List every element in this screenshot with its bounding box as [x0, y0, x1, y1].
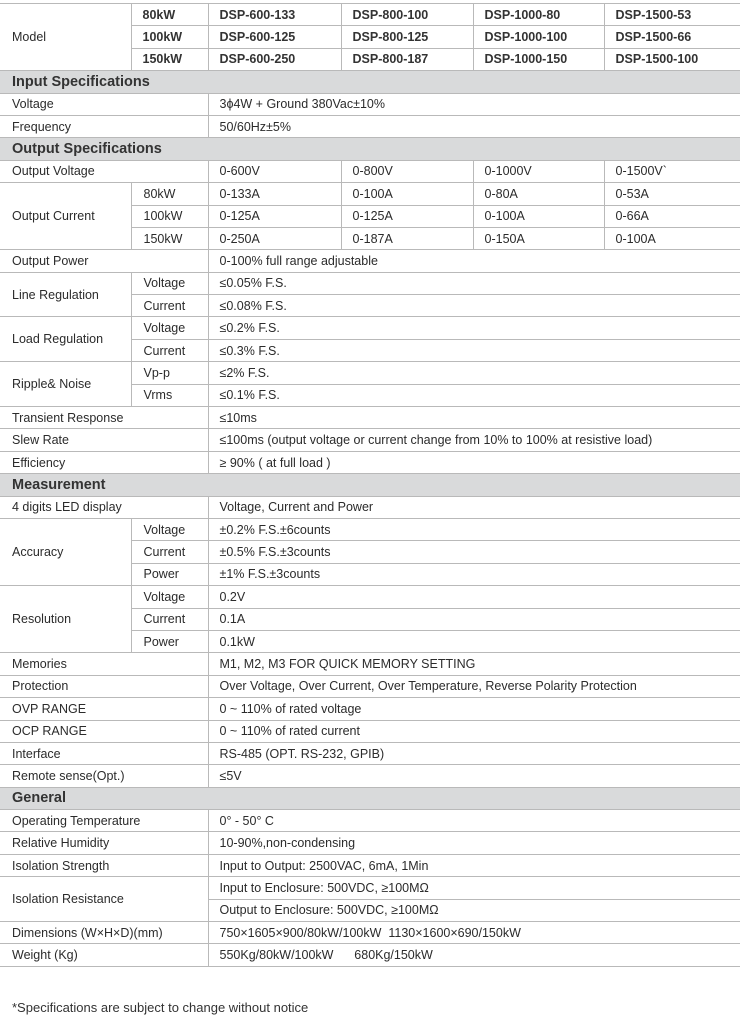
spec-value: ≥ 90% ( at full load )	[208, 451, 740, 473]
spec-value: 0-53A	[604, 183, 740, 205]
spec-value: 0-600V	[208, 160, 341, 182]
spec-value: 3ϕ4W + Ground 380Vac±10%	[208, 93, 740, 115]
spec-label: Resolution	[0, 586, 131, 653]
spec-row	[0, 160, 740, 182]
spec-value: 0-250A	[208, 227, 341, 249]
spec-value: 0-125A	[208, 205, 341, 227]
spec-value: ≤0.3% F.S.	[208, 339, 740, 361]
spec-label: Ripple& Noise	[0, 362, 131, 407]
spec-value: 0.1kW	[208, 630, 740, 652]
section-header-measurement: Measurement	[0, 474, 740, 496]
spec-value: ≤5V	[208, 765, 740, 787]
spec-sublabel: Voltage	[131, 586, 208, 608]
spec-row	[0, 429, 740, 451]
section-header-input: Input Specifications	[0, 71, 740, 93]
spec-row	[0, 765, 740, 787]
spec-label: Isolation Resistance	[0, 877, 208, 922]
model-name: DSP-1500-100	[604, 48, 740, 70]
spec-value: 0-80A	[473, 183, 604, 205]
spec-row	[0, 407, 740, 429]
spec-row	[0, 742, 740, 764]
spec-sublabel: Current	[131, 608, 208, 630]
model-name: DSP-1000-150	[473, 48, 604, 70]
spec-value: 0-100A	[473, 205, 604, 227]
spec-row	[0, 250, 740, 272]
spec-value: Over Voltage, Over Current, Over Temperature, Reverse Polarity Protection	[208, 675, 740, 697]
spec-row	[0, 832, 740, 854]
spec-value: 0.1A	[208, 608, 740, 630]
model-name: DSP-1500-66	[604, 26, 740, 48]
spec-label: Operating Temperature	[0, 810, 208, 832]
spec-row	[0, 451, 740, 473]
spec-label: Transient Response	[0, 407, 208, 429]
spec-row	[0, 653, 740, 675]
model-power: 150kW	[131, 48, 208, 70]
model-name: DSP-600-250	[208, 48, 341, 70]
spec-label: OCP RANGE	[0, 720, 208, 742]
spec-label: Accuracy	[0, 518, 131, 585]
section-header-general: General	[0, 787, 740, 809]
spec-label: Output Voltage	[0, 160, 208, 182]
model-power: 100kW	[131, 26, 208, 48]
spec-row	[0, 877, 740, 899]
spec-value: 0-66A	[604, 205, 740, 227]
spec-label: Output Current	[0, 183, 131, 250]
spec-value: ±0.2% F.S.±6counts	[208, 518, 740, 540]
spec-value: ≤0.1% F.S.	[208, 384, 740, 406]
spec-sublabel: Voltage	[131, 317, 208, 339]
spec-value: Output to Enclosure: 500VDC, ≥100MΩ	[208, 899, 740, 921]
spec-label: Slew Rate	[0, 429, 208, 451]
model-row	[0, 4, 740, 26]
spec-value: 0-150A	[473, 227, 604, 249]
model-name: DSP-800-100	[341, 4, 473, 26]
spec-row	[0, 93, 740, 115]
spec-label: Relative Humidity	[0, 832, 208, 854]
spec-sublabel: Power	[131, 630, 208, 652]
spec-sublabel: 80kW	[131, 183, 208, 205]
spec-value: 0-133A	[208, 183, 341, 205]
spec-value: ≤0.2% F.S.	[208, 317, 740, 339]
spec-value: 0.2V	[208, 586, 740, 608]
spec-sublabel: Current	[131, 541, 208, 563]
spec-label: Memories	[0, 653, 208, 675]
spec-value: ≤2% F.S.	[208, 362, 740, 384]
spec-label: Isolation Strength	[0, 854, 208, 876]
spec-value: 750×1605×900/80kW/100kW 1130×1600×690/150kW	[208, 922, 740, 944]
model-name: DSP-1000-80	[473, 4, 604, 26]
spec-label: Weight (Kg)	[0, 944, 208, 966]
spec-value: Input to Output: 2500VAC, 6mA, 1Min	[208, 854, 740, 876]
spec-sublabel: Current	[131, 295, 208, 317]
spec-value: ±0.5% F.S.±3counts	[208, 541, 740, 563]
spec-value: 0-125A	[341, 205, 473, 227]
spec-sublabel: Power	[131, 563, 208, 585]
spec-label: Voltage	[0, 93, 208, 115]
spec-value: 50/60Hz±5%	[208, 115, 740, 137]
spec-label: Protection	[0, 675, 208, 697]
spec-sublabel: Vrms	[131, 384, 208, 406]
spec-sublabel: Vp-p	[131, 362, 208, 384]
model-name: DSP-1000-100	[473, 26, 604, 48]
spec-value: 0 ~ 110% of rated voltage	[208, 698, 740, 720]
spec-label: Frequency	[0, 115, 208, 137]
spec-value: ≤100ms (output voltage or current change from 10% to 100% at resistive load)	[208, 429, 740, 451]
spec-value: 10-90%,non-condensing	[208, 832, 740, 854]
spec-value: 0-1000V	[473, 160, 604, 182]
spec-row	[0, 944, 740, 966]
spec-row	[0, 810, 740, 832]
spec-label: Remote sense(Opt.)	[0, 765, 208, 787]
spec-value: 0 ~ 110% of rated current	[208, 720, 740, 742]
spec-value: 550Kg/80kW/100kW 680Kg/150kW	[208, 944, 740, 966]
spec-row	[0, 183, 740, 205]
spec-value: 0-100A	[341, 183, 473, 205]
footnote: *Specifications are subject to change without notice	[12, 1000, 309, 1015]
model-name: DSP-600-125	[208, 26, 341, 48]
spec-row	[0, 362, 740, 384]
spec-label: Line Regulation	[0, 272, 131, 317]
spec-label: Interface	[0, 742, 208, 764]
spec-sublabel: Voltage	[131, 518, 208, 540]
spec-row	[0, 675, 740, 697]
model-name: DSP-1500-53	[604, 4, 740, 26]
spec-label: 4 digits LED display	[0, 496, 208, 518]
section-header-output: Output Specifications	[0, 138, 740, 160]
spec-label: Load Regulation	[0, 317, 131, 362]
model-name: DSP-800-187	[341, 48, 473, 70]
spec-sublabel: Voltage	[131, 272, 208, 294]
spec-value: ≤0.05% F.S.	[208, 272, 740, 294]
spec-value: 0° - 50° C	[208, 810, 740, 832]
spec-value: ±1% F.S.±3counts	[208, 563, 740, 585]
spec-row	[0, 518, 740, 540]
model-power: 80kW	[131, 4, 208, 26]
spec-row	[0, 496, 740, 518]
spec-value: 0-100% full range adjustable	[208, 250, 740, 272]
spec-label: Dimensions (W×H×D)(mm)	[0, 922, 208, 944]
spec-row	[0, 272, 740, 294]
spec-row	[0, 922, 740, 944]
spec-row	[0, 115, 740, 137]
spec-value: RS-485 (OPT. RS-232, GPIB)	[208, 742, 740, 764]
spec-table	[0, 3, 740, 967]
spec-row	[0, 586, 740, 608]
spec-sublabel: Current	[131, 339, 208, 361]
model-name: DSP-600-133	[208, 4, 341, 26]
spec-row	[0, 854, 740, 876]
spec-row	[0, 317, 740, 339]
spec-value: 0-187A	[341, 227, 473, 249]
spec-value: 0-100A	[604, 227, 740, 249]
spec-row	[0, 720, 740, 742]
spec-label: Efficiency	[0, 451, 208, 473]
spec-value: M1, M2, M3 FOR QUICK MEMORY SETTING	[208, 653, 740, 675]
spec-sublabel: 100kW	[131, 205, 208, 227]
spec-value: 0-800V	[341, 160, 473, 182]
spec-row	[0, 698, 740, 720]
spec-label: OVP RANGE	[0, 698, 208, 720]
spec-value: ≤0.08% F.S.	[208, 295, 740, 317]
spec-label: Output Power	[0, 250, 208, 272]
spec-value: Input to Enclosure: 500VDC, ≥100MΩ	[208, 877, 740, 899]
spec-sublabel: 150kW	[131, 227, 208, 249]
model-name: DSP-800-125	[341, 26, 473, 48]
spec-value: 0-1500V`	[604, 160, 740, 182]
model-label: Model	[0, 4, 131, 71]
spec-value: ≤10ms	[208, 407, 740, 429]
spec-value: Voltage, Current and Power	[208, 496, 740, 518]
